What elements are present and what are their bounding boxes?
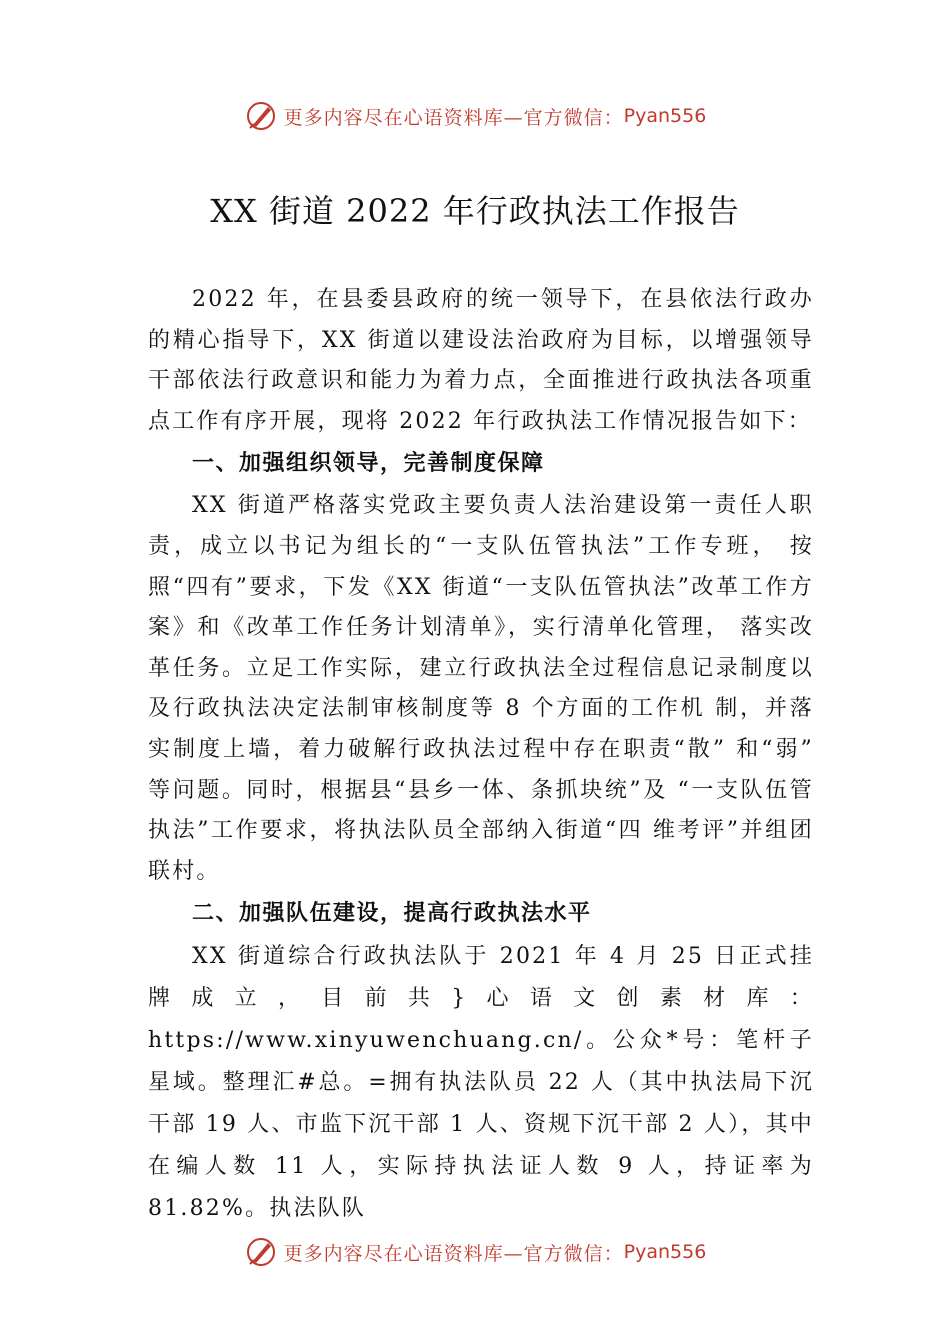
footer-watermark-banner (0, 1232, 950, 1272)
header-watermark-banner (0, 96, 950, 136)
watermark-text: 更多内容尽在心语资料库—官方微信： (283, 1242, 624, 1265)
document-body (148, 280, 814, 1230)
section-heading-1: 一、加强组织领导，完善制度保障 (192, 451, 545, 477)
watermark-text: 更多内容尽在心语资料库—官方微信： (283, 106, 624, 129)
watermark-wechat-id: Pyan556 (623, 1241, 707, 1263)
section-2-paragraph: XX 街道综合行政执法队于 2021 年 4 月 25 日正式挂牌成立，目前共}心语文创素材库：https://www.xinyuwenchuang.cn/。公众*号：笔杆子星域。整理汇#总。=拥有执法队员 22 人（其中执法局下沉干部 19 人、市监下沉干部 1 人、资规下沉干部 2 人），其中在编人数 11 人，实际持执法证人数 9 人，持证率为 81.82%。执法队队 (148, 944, 814, 1222)
intro-paragraph: 2022 年，在县委县政府的统一领导下，在县依法行政办的精心指导下，XX 街道以建设法治政府为目标，以增强领导干部依法行政意识和能力为着力点，全面推进行政执法各项重点工作有序开展，现将 2022 年行政执法工作情况报告如下： (148, 287, 814, 434)
quill-seal-logo-icon (244, 1235, 278, 1269)
watermark-wechat-id: Pyan556 (623, 105, 707, 127)
section-1-paragraph: XX 街道严格落实党政主要负责人法治建设第一责任人职责，成立以书记为组长的“一支队伍管执法”工作专班， 按照“四有”要求，下发《XX 街道“一支队伍管执法”改革工作方案》和《改革工作任务计划清单》，实行清单化管理， 落实改革任务。立足工作实际，建立行政执法全过程信息记录制度以及行政执法决定法制审核制度等 8 个方面的工作机 制，并落实制度上墙，着力破解行政执法过程中存在职责“散” 和“弱” 等问题。同时，根据县“县乡一体、条抓块统”及 “一支队伍管执法”工作要求，将执法队员全部纳入街道“四 维考评”并组团联村。 (148, 493, 814, 884)
section-heading-2: 二、加强队伍建设，提高行政执法水平 (192, 901, 592, 927)
quill-seal-logo-icon (244, 99, 278, 133)
document-title: XX 街道 2022 年行政执法工作报告 (210, 192, 740, 230)
